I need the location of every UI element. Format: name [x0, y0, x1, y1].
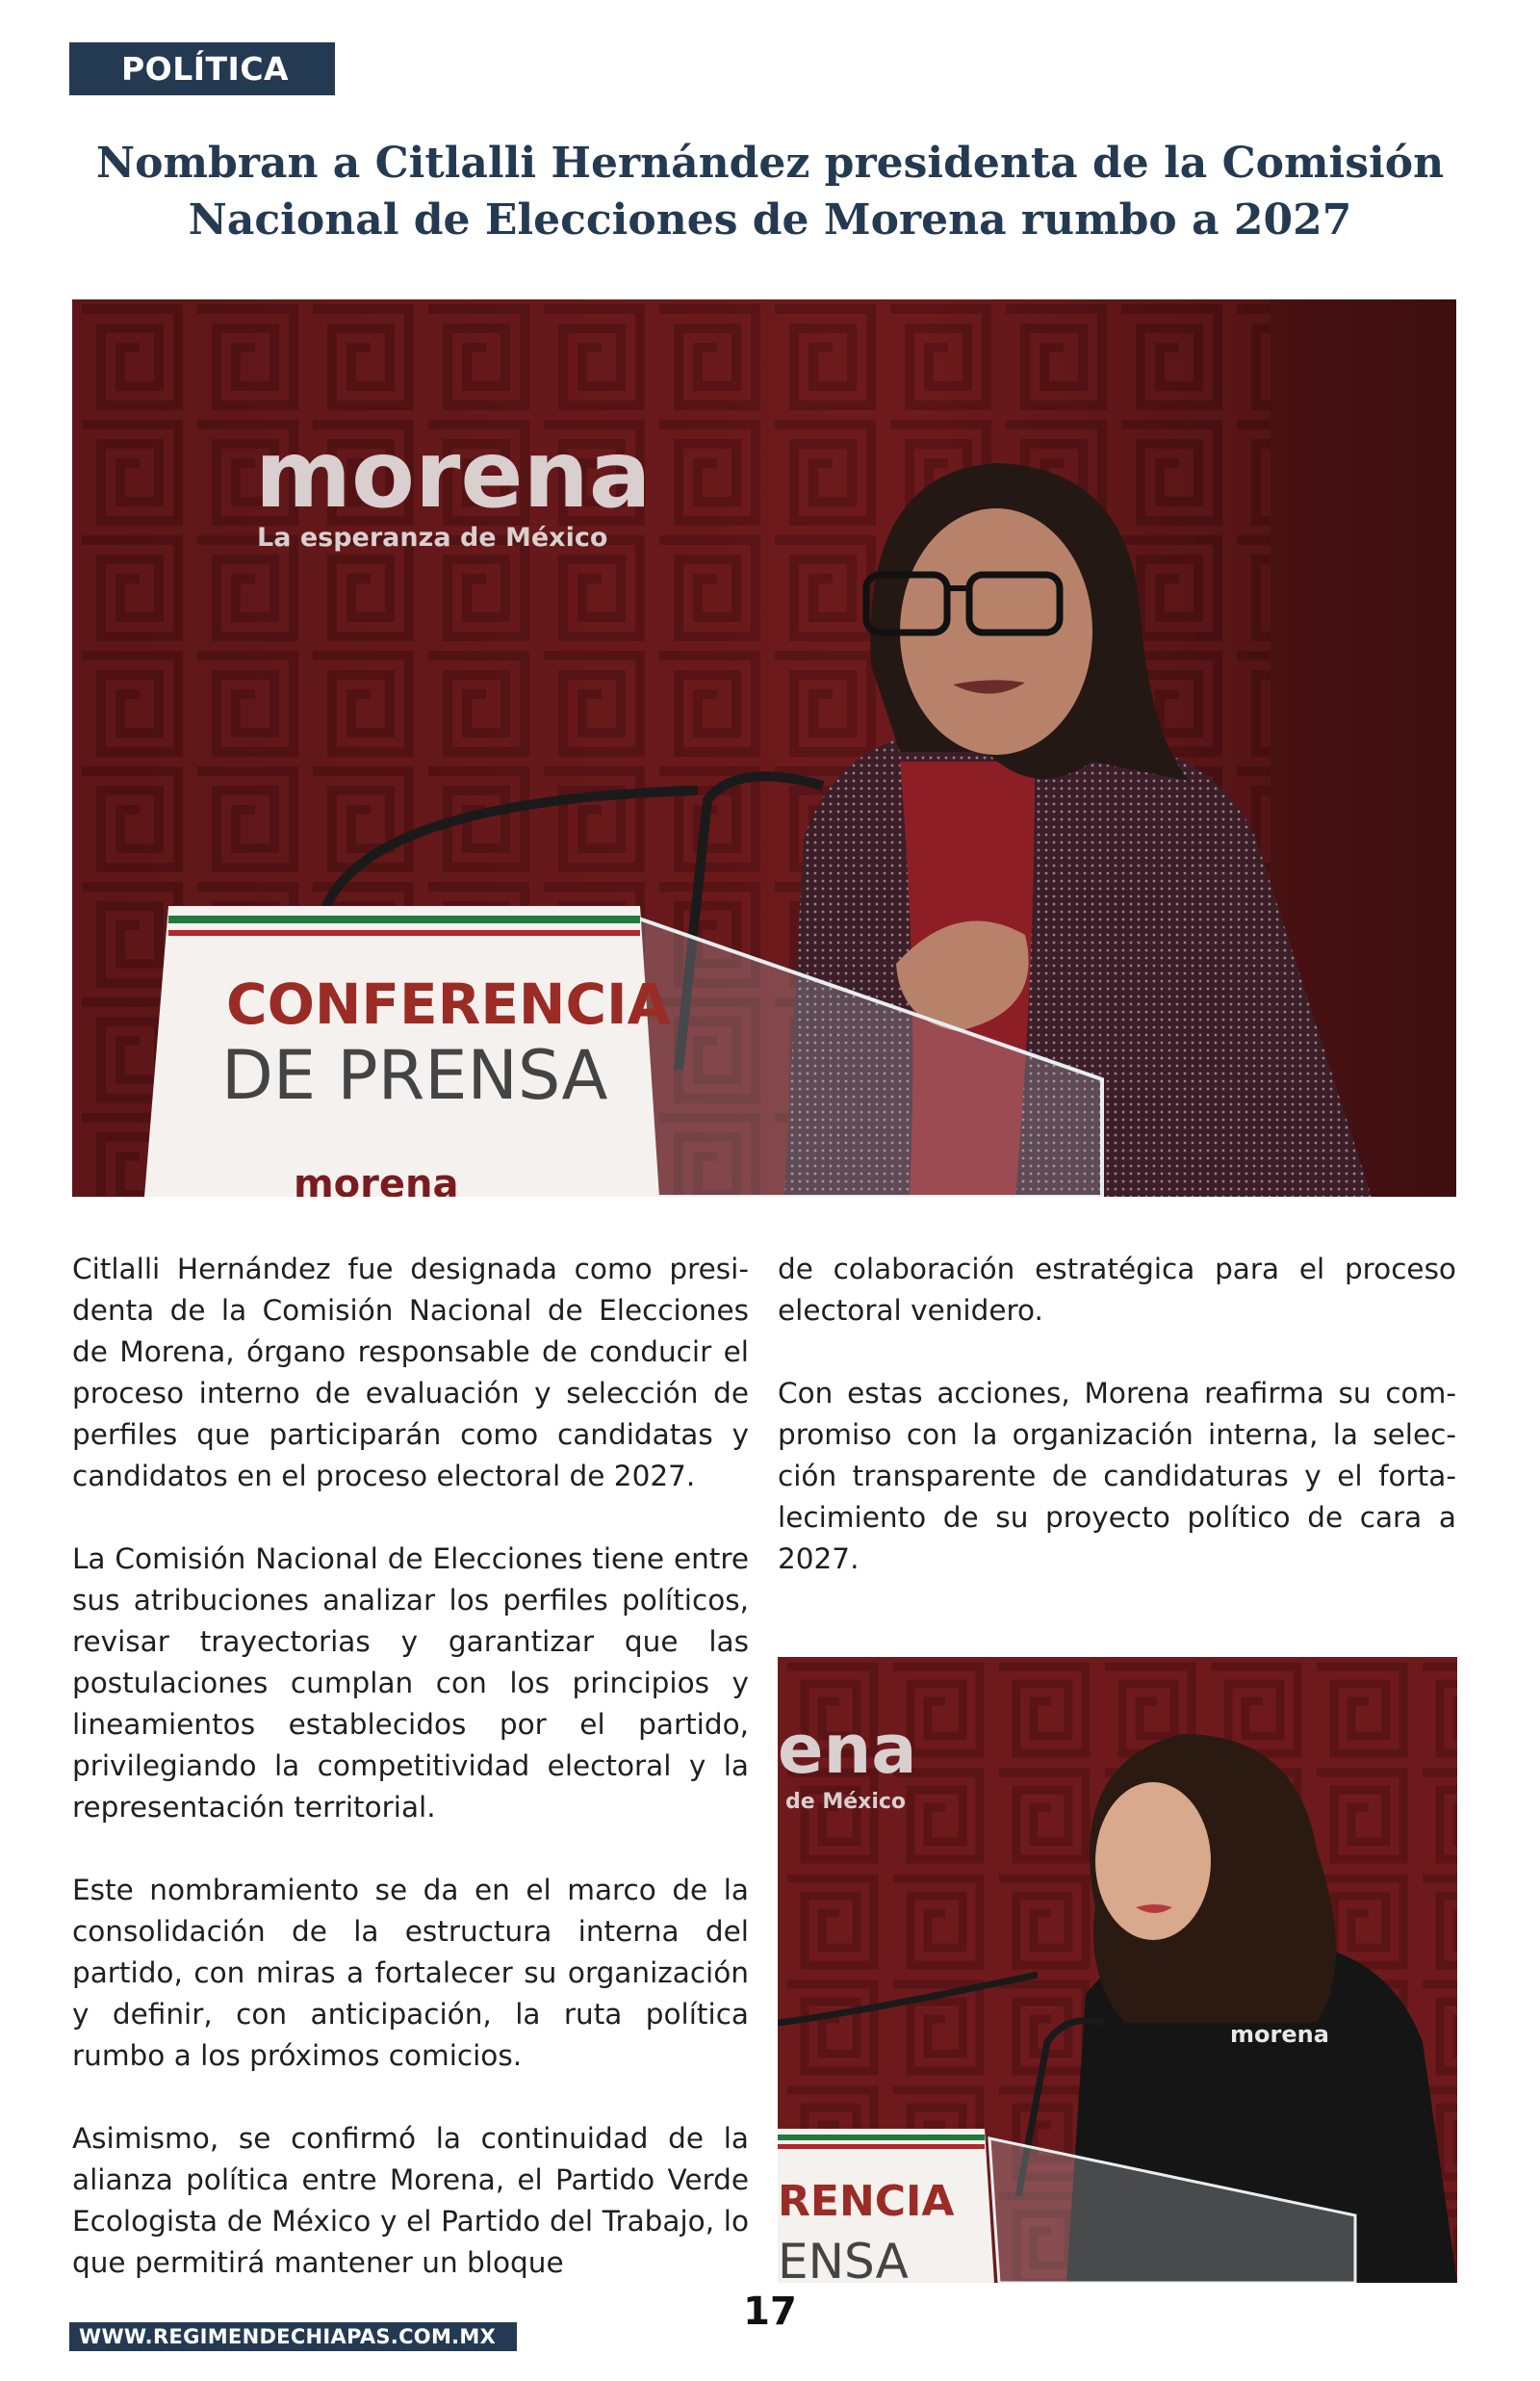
- podium-text-1: CONFERENCIA: [226, 971, 671, 1037]
- backdrop-logo-fragment: ena: [778, 1710, 917, 1789]
- headline: [58, 135, 1482, 248]
- podium-text-2: DE PRENSA: [221, 1036, 608, 1115]
- backdrop-logo: morena: [255, 421, 652, 529]
- podium-fragment-1: RENCIA: [778, 2177, 955, 2226]
- headline-line-1: Nombran a Citlalli Hernández presidenta de la Comisión: [95, 139, 1445, 188]
- podium-fragment-2: ENSA: [778, 2234, 909, 2283]
- secondary-photo: [778, 1657, 1457, 2283]
- article-column-right: [778, 1249, 1456, 1580]
- paragraph-6: Con estas acciones, Morena reafirma su compromiso con la organización interna, la selección transparente de candidaturas y el fortalecimiento de su proyecto político de cara a 2027.: [778, 1377, 1456, 1575]
- paragraph-3: Este nombramiento se da en el marco de la consolidación de la estructura interna del partido, con miras a fortalecer su organización y definir, con anticipación, la ruta política rumbo a los próximos comicios.: [72, 1874, 749, 2072]
- footer-website[interactable]: WWW.REGIMENDECHIAPAS.COM.MX: [69, 2322, 517, 2351]
- paragraph-5: de colaboración estratégica para el proceso electoral venidero.: [778, 1253, 1456, 1327]
- headline-line-2: Nacional de Elecciones de Morena rumbo a 2027: [188, 195, 1352, 245]
- main-photo: [72, 299, 1456, 1197]
- backdrop-tagline: La esperanza de México: [257, 523, 608, 553]
- page-number: 17: [743, 2290, 797, 2334]
- section-tag: POLÍTICA: [69, 42, 335, 95]
- article-column-left: [72, 1249, 749, 2291]
- shirt-logo: morena: [1230, 2021, 1329, 2048]
- backdrop-tagline-fragment: de México: [785, 1790, 907, 1814]
- paragraph-1: Citlalli Hernández fue designada como presidenta de la Comisión Nacional de Elecciones de Morena, órgano responsable de conducir el proceso interno de evaluación y selección de perfiles que participarán como candidatas y candidatos en el proceso electoral de 2027.: [72, 1253, 749, 1492]
- paragraph-4: Asimismo, se confirmó la continuidad de la alianza política entre Morena, el Partido Verde Ecologista de México y el Partido del Trabajo, lo que permitirá mantener un bloque: [72, 2122, 749, 2279]
- paragraph-2: La Comisión Nacional de Elecciones tiene entre sus atribuciones analizar los perfiles políticos, revisar trayectorias y garantizar que las postulaciones cumplan con los principios y lineamientos establecidos por el partido, privilegiando la competitividad electoral y la representación territorial.: [72, 1542, 749, 1824]
- podium-footer: morena: [294, 1162, 459, 1197]
